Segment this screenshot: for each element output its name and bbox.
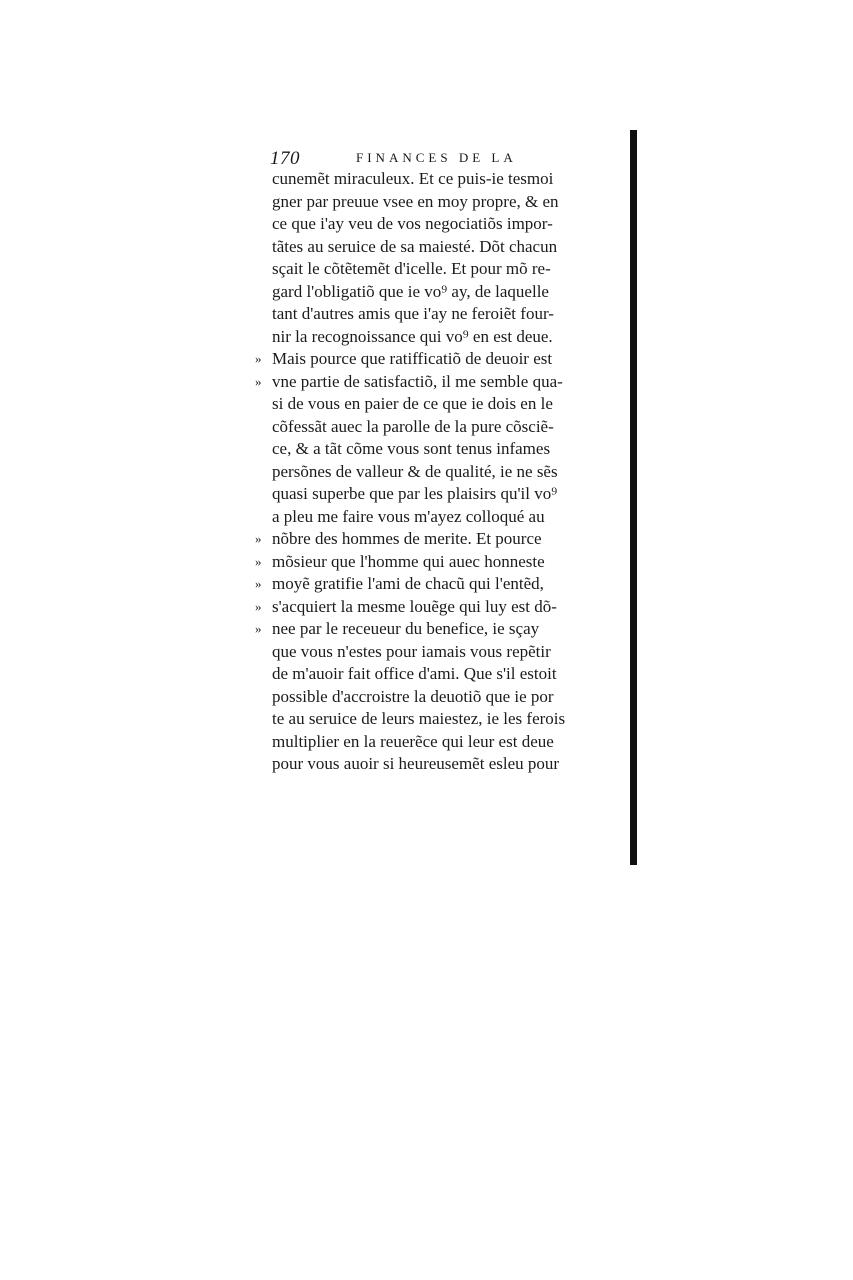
text-line [255, 416, 620, 439]
text-line [255, 551, 620, 574]
line-text: moyẽ gratifie l'ami de chacũ qui l'entẽd, [272, 574, 544, 593]
quote-marker: » [255, 351, 262, 366]
text-line [255, 506, 620, 529]
text-line [255, 753, 620, 776]
text-line [255, 708, 620, 731]
quote-marker: » [255, 373, 262, 389]
line-text: mõsieur que l'homme qui auec honneste [272, 551, 545, 571]
line-text: cõfessãt auec la parolle de la pure cõsciẽ- [272, 416, 554, 436]
line-text: ce que i'ay veu de vos negociatiõs impor- [272, 214, 553, 233]
line-text: possible d'accroistre la deuotiõ que ie por [272, 686, 554, 706]
text-line [255, 168, 620, 191]
line-text: persõnes de valleur & de qualité, ie ne sẽs [272, 461, 558, 481]
text-line [255, 213, 620, 236]
line-text: sçait le cõtẽtemẽt d'icelle. Et pour mõ re- [272, 259, 551, 278]
text-line [255, 348, 620, 371]
line-text: nir la recognoissance qui vo⁹ en est deue. [272, 326, 553, 346]
text-line [255, 731, 620, 754]
text-line [255, 663, 620, 686]
text-line [255, 371, 620, 394]
line-text: tant d'autres amis que i'ay ne feroiẽt four- [272, 304, 554, 323]
line-text: vne partie de satisfactiõ, il me semble qua- [272, 371, 563, 391]
text-line [255, 326, 620, 349]
line-text: si de vous en paier de ce que ie dois en le [272, 394, 553, 413]
body-text [255, 168, 620, 776]
line-text: nee par le receueur du benefice, ie sçay [272, 619, 540, 638]
line-text: pour vous auoir si heureusemẽt esleu pour [272, 754, 560, 773]
line-text: s'acquiert la mesme louẽge qui luy est dõ- [272, 596, 557, 616]
text-line [255, 258, 620, 281]
text-line [255, 461, 620, 484]
text-line [255, 686, 620, 709]
line-text: Mais pource que ratifficatiõ de deuoir est [272, 349, 553, 368]
line-text: multiplier en la reuerẽce qui leur est deue [272, 731, 554, 751]
text-line [255, 641, 620, 664]
running-head: FINANCES DE LA [356, 150, 517, 165]
quote-marker: » [255, 598, 262, 614]
text-line [255, 393, 620, 416]
quote-marker: » [255, 576, 262, 591]
line-text: quasi superbe que par les plaisirs qu'il vo⁹ [272, 484, 558, 503]
line-text: gner par preuue vsee en moy propre, & en [272, 191, 559, 211]
text-line [255, 528, 620, 551]
line-text: ce, & a tãt cõme vous sont tenus infames [272, 439, 551, 458]
line-text: tãtes au seruice de sa maiesté. Dõt chacun [272, 236, 558, 256]
quote-marker: » [255, 531, 262, 546]
page-header [268, 148, 628, 170]
line-text: nõbre des hommes de merite. Et pource [272, 529, 542, 548]
line-text: cunemẽt miraculeux. Et ce puis-ie tesmoi [272, 169, 554, 188]
line-text: a pleu me faire vous m'ayez colloqué au [272, 506, 545, 526]
quote-marker: » [255, 621, 262, 636]
text-line [255, 483, 620, 506]
line-text: que vous n'estes pour iamais vous repẽtir [272, 641, 551, 661]
line-text: de m'auoir fait office d'ami. Que s'il estoit [272, 664, 557, 683]
text-line [255, 236, 620, 259]
text-line [255, 618, 620, 641]
page-number: 170 [270, 148, 300, 169]
text-line [255, 596, 620, 619]
quote-marker: » [255, 553, 262, 569]
text-line [255, 281, 620, 304]
page-binding-edge [630, 130, 637, 865]
line-text: te au seruice de leurs maiestez, ie les ferois [272, 709, 566, 728]
line-text: gard l'obligatiõ que ie vo⁹ ay, de laquelle [272, 281, 549, 301]
text-line [255, 303, 620, 326]
text-line [255, 438, 620, 461]
text-line [255, 573, 620, 596]
text-line [255, 191, 620, 214]
